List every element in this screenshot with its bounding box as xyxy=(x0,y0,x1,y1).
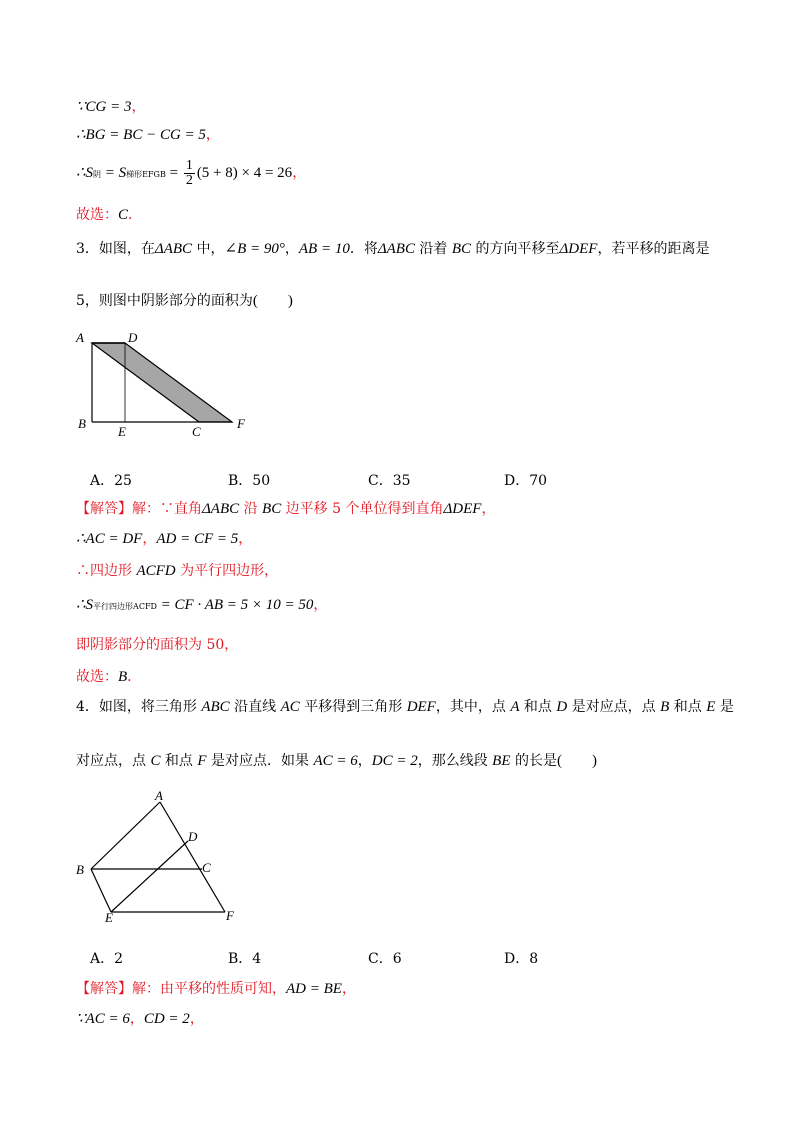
solution-text: ， xyxy=(481,501,496,517)
comma: ， xyxy=(189,1011,204,1027)
math-area: = CF · AB = 5 × 10 = 50 xyxy=(156,597,314,613)
q3-option-c[interactable]: C．35 xyxy=(368,473,411,489)
comma: ， xyxy=(129,1011,144,1027)
q3-solution-line3 xyxy=(76,562,278,580)
math-point-a: A xyxy=(510,699,520,715)
q3-conclusion: 即阴影部分的面积为 50， xyxy=(76,637,239,653)
math-bc: BC xyxy=(451,241,472,257)
q4-text: 的长是 xyxy=(510,753,557,769)
math-point-e: E xyxy=(706,699,716,715)
math-s: ∴S xyxy=(76,597,94,613)
math-tail: (5 + 8) × 4 = 26 xyxy=(196,165,293,181)
q4-text: ，那么线段 xyxy=(417,753,493,769)
q3-text: ，若平移的距离是 xyxy=(597,241,710,257)
answer-label: 故选： xyxy=(76,207,118,223)
math-ac-6: AC = 6 xyxy=(313,753,358,769)
math-cd-2: CD = 2 xyxy=(143,1011,190,1027)
q3-solution-line1 xyxy=(76,500,495,518)
q3-text: 中， xyxy=(192,241,225,257)
segment-af xyxy=(160,802,225,912)
math-bc: BC xyxy=(262,501,282,517)
label-c: C xyxy=(202,860,211,875)
q3-text: 的方向平移至 xyxy=(471,241,560,257)
fraction-denominator: 2 xyxy=(185,172,193,188)
math-triangle: ΔDEF xyxy=(443,501,482,517)
q4-option-b[interactable]: B．4 xyxy=(228,951,262,967)
q3-answer xyxy=(76,668,141,686)
fraction-numerator: 1 xyxy=(185,157,193,173)
label-b: B xyxy=(78,416,86,431)
math-triangle: ΔABC xyxy=(377,241,415,257)
q4-text: 和点 xyxy=(160,753,198,769)
math-point-d: D xyxy=(556,699,568,715)
math-triangle: ΔABC xyxy=(154,241,193,257)
prev-answer xyxy=(76,206,142,224)
q4-text: 平移得到三角形 xyxy=(299,699,407,715)
math-eq: = xyxy=(165,165,182,181)
solution-text: 沿 xyxy=(239,501,263,517)
prev-step-cg xyxy=(76,98,146,116)
math-ac: AC xyxy=(280,699,300,715)
answer-letter: C xyxy=(118,207,129,223)
label-f: F xyxy=(237,416,245,431)
q4-option-d[interactable]: D．8 xyxy=(504,951,539,967)
math-be: BE xyxy=(492,753,511,769)
q4-text: 是 xyxy=(715,699,734,715)
label-e: E xyxy=(118,424,126,438)
q3-figure xyxy=(70,326,280,438)
math-point-f: F xyxy=(197,753,207,769)
q4-text: 对应点，点 xyxy=(76,753,151,769)
math-acfd: ACFD xyxy=(136,563,176,579)
math-dc-2: DC = 2 xyxy=(371,753,418,769)
label-c: C xyxy=(192,424,201,438)
label-a: A xyxy=(76,330,84,345)
q3-solution-line2 xyxy=(76,530,252,548)
solution-text: 为平行四边形， xyxy=(175,563,279,579)
comma: ， xyxy=(238,531,253,547)
label-d: D xyxy=(188,829,198,844)
answer-label: 故选： xyxy=(76,669,118,685)
label-a: A xyxy=(155,788,163,803)
q4-text: 沿直线 xyxy=(229,699,281,715)
math-point-c: C xyxy=(150,753,161,769)
label-e: E xyxy=(105,910,113,925)
comma: ， xyxy=(313,597,328,613)
label-d: D xyxy=(128,330,138,345)
answer-paren: ( ) xyxy=(252,293,293,309)
q3-stem-line2 xyxy=(76,292,293,310)
q4-stem-line2 xyxy=(76,752,597,770)
period: ． xyxy=(128,207,143,223)
math-ad-be: AD = BE xyxy=(286,981,342,997)
q4-text: ， xyxy=(357,753,372,769)
answer-letter: B xyxy=(118,669,128,685)
q3-text: 5，则图中阴影部分的面积为 xyxy=(76,293,253,309)
q3-text: ， xyxy=(284,241,299,257)
q4-text: 4．如图，将三角形 xyxy=(76,699,202,715)
solution-tag: 【解答】 xyxy=(76,501,132,517)
q4-text: 是对应点，点 xyxy=(567,699,661,715)
prev-step-bg xyxy=(76,126,220,144)
q3-option-a[interactable]: A．25 xyxy=(90,473,132,489)
q3-text: 沿着 xyxy=(414,241,452,257)
comma: ， xyxy=(142,531,157,547)
segment-be xyxy=(91,869,111,912)
math-cg: ∵CG = 3 xyxy=(76,99,132,115)
math-ad-cf: AD = CF = 5 xyxy=(156,531,239,547)
math-point-b: B xyxy=(660,699,670,715)
q3-text: ．将 xyxy=(349,241,378,257)
q4-text: 是对应点．如果 xyxy=(206,753,314,769)
math-def: DEF xyxy=(406,699,436,715)
q4-text: ，其中，点 xyxy=(435,699,511,715)
q3-stem-line1 xyxy=(76,240,709,258)
q4-text: 和点 xyxy=(519,699,557,715)
math-triangle: ΔDEF xyxy=(559,241,598,257)
shaded-parallelogram xyxy=(92,343,232,422)
solution-tag: 【解答】 xyxy=(76,981,132,997)
q4-solution-line2 xyxy=(76,1010,204,1028)
math-ac-6: ∵AC = 6 xyxy=(76,1011,130,1027)
q3-solution-line4 xyxy=(76,596,327,616)
q4-option-a[interactable]: A．2 xyxy=(90,951,124,967)
subscript-shade: 阴 xyxy=(93,170,102,179)
q4-text: 和点 xyxy=(669,699,707,715)
q3-option-b[interactable]: B．50 xyxy=(228,473,271,489)
solution-text: ∴四边形 xyxy=(76,563,137,579)
q3-option-d[interactable]: D．70 xyxy=(504,473,548,489)
answer-paren: ( ) xyxy=(556,753,597,769)
math-angle: ∠B = 90° xyxy=(224,241,285,257)
comma: ， xyxy=(131,99,146,115)
segment-ab xyxy=(91,802,160,869)
math-abc: ABC xyxy=(201,699,230,715)
label-b: B xyxy=(76,862,84,877)
period: ． xyxy=(127,669,142,685)
math-triangle: ΔABC xyxy=(202,501,240,517)
math-s2: = S xyxy=(101,165,127,181)
comma: ， xyxy=(341,981,356,997)
segment-ed xyxy=(111,841,188,912)
math-bg: ∴BG = BC − CG = 5 xyxy=(76,127,206,143)
q4-figure xyxy=(70,788,250,926)
q3-text: 3．如图，在 xyxy=(76,241,155,257)
solution-text: 解：∵直角 xyxy=(132,501,202,517)
prev-step-area xyxy=(76,158,306,188)
math-s: ∴S xyxy=(76,165,94,181)
q4-solution-line1 xyxy=(76,980,356,998)
subscript-parallelogram: 平行四边形ACFD xyxy=(93,602,157,611)
subscript-trapezoid: 梯形EFGB xyxy=(126,170,166,179)
comma: ， xyxy=(292,165,307,181)
q4-stem-line1 xyxy=(76,698,734,716)
math-ac-df: ∴AC = DF xyxy=(76,531,143,547)
fraction-half xyxy=(184,159,195,188)
math-ab: AB = 10 xyxy=(298,241,350,257)
label-f: F xyxy=(226,908,234,923)
solution-text: 边平移 5 个单位得到直角 xyxy=(281,501,444,517)
solution-text: 解：由平移的性质可知， xyxy=(132,981,286,997)
comma: ， xyxy=(205,127,220,143)
q4-option-c[interactable]: C．6 xyxy=(368,951,402,967)
